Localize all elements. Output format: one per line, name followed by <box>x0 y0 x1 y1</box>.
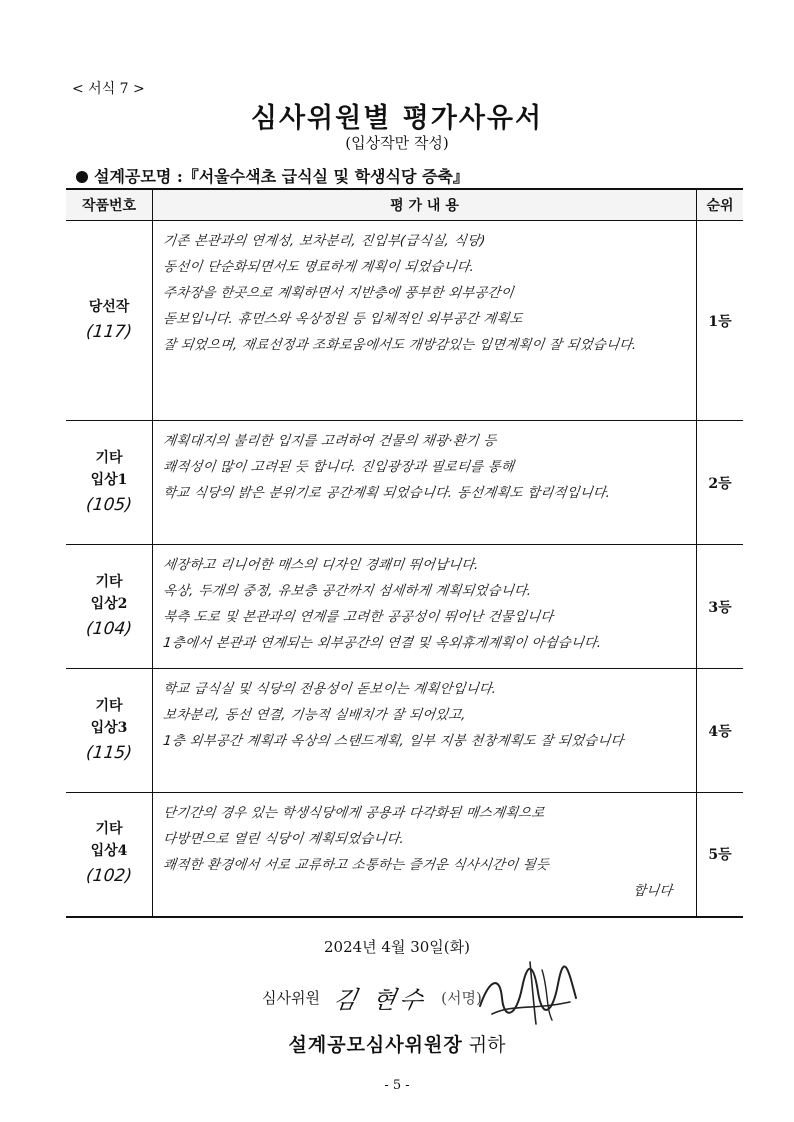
content-line: 돋보입니다. 휴먼스와 옥상정원 등 입체적인 외부공간 계획도 <box>162 312 524 327</box>
header-rank: 순위 <box>697 189 744 221</box>
content-line: 1층 외부공간 계획과 옥상의 스탠드계획, 일부 지붕 천창계획도 잘 되었습니다 <box>162 734 625 749</box>
addressee-name: 설계공모심사위원장 <box>288 1034 463 1056</box>
entry-content <box>153 421 697 545</box>
entry-label-line: 당선작 <box>88 298 130 315</box>
reviewer-line <box>262 980 482 1015</box>
entry-label-line: 입상2 <box>90 595 128 612</box>
page-title: 심사위원별 평가사유서 <box>250 103 544 134</box>
table-row <box>66 545 743 669</box>
entry-rank: 2등 <box>697 421 744 545</box>
content-line: 옥상, 두개의 중정, 유보층 공간까지 섬세하게 계획되었습니다. <box>162 584 533 599</box>
entry-label-line: 입상4 <box>90 843 128 860</box>
content-line: 학교 식당의 밝은 분위기로 공간계획 되었습니다. 동선계획도 합리적입니다. <box>162 486 612 501</box>
content-line: 1층에서 본관과 연계되는 외부공간의 연결 및 옥외휴게계획이 아쉽습니다. <box>162 636 603 651</box>
entry-label-line: 기타 <box>95 573 123 590</box>
table-row <box>66 793 743 917</box>
document-date: 2024년 4월 30일(화) <box>323 938 470 956</box>
project-name: 『서울수색초 급식실 및 학생식당 증축』 <box>182 167 469 186</box>
header-number: 작품번호 <box>66 189 153 221</box>
content-line: 다방면으로 열린 식당이 계획되었습니다. <box>162 832 406 847</box>
content-line: 잘 되었으며, 재료선정과 조화로움에서도 개방감있는 입면계획이 잘 되었습니다. <box>162 338 638 353</box>
signature-label: (서명) <box>441 989 482 1007</box>
content-line: 단기간의 경우 있는 학생식당에게 공용과 다각화된 매스계획으로 <box>162 806 546 821</box>
entry-content <box>153 221 697 421</box>
content-line: 학교 급식실 및 식당의 전용성이 돋보이는 계획안입니다. <box>162 682 498 697</box>
table-header-row <box>66 189 743 221</box>
content-line: 세장하고 리니어한 매스의 디자인 경쾌미 뛰어납니다. <box>162 558 480 573</box>
page-number: - 5 - <box>384 1078 410 1093</box>
entry-content <box>153 669 697 793</box>
content-line: 계획대지의 불리한 입지를 고려하여 건물의 채광·환기 등 <box>162 434 498 449</box>
addressee-line <box>0 1030 794 1057</box>
entry-number: (115) <box>85 742 133 763</box>
signature-scribble-icon <box>472 958 582 1028</box>
table-row <box>66 669 743 793</box>
reviewer-name: 김 현수 <box>331 986 430 1014</box>
entry-label-line: 기타 <box>95 697 123 714</box>
reviewer-label: 심사위원 <box>262 989 320 1007</box>
content-line: 합니다 <box>632 884 674 899</box>
content-line: 주차장을 한곳으로 계획하면서 지반층에 풍부한 외부공간이 <box>162 286 515 301</box>
entry-rank: 4등 <box>697 669 744 793</box>
form-number: < 서식 7 > <box>72 81 145 97</box>
content-line: 쾌적성이 많이 고려된 듯 합니다. 진입광장과 필로티를 통해 <box>162 460 515 475</box>
header-content: 평 가 내 용 <box>153 189 697 221</box>
entry-rank: 5등 <box>697 793 744 917</box>
page-subtitle: (입상작만 작성) <box>345 134 449 152</box>
entry-label-line: 입상1 <box>90 471 128 488</box>
entry-label <box>66 545 153 669</box>
bullet-icon <box>76 171 88 183</box>
content-line: 보차분리, 동선 연결, 기능적 실배치가 잘 되어있고, <box>162 708 467 723</box>
entry-number: (105) <box>85 494 133 515</box>
entry-number: (117) <box>85 321 133 342</box>
project-label: 설계공모명 : <box>94 167 183 186</box>
content-line: 북측 도로 및 본관과의 연계를 고려한 공공성이 뛰어난 건물입니다 <box>162 610 555 625</box>
entry-content <box>153 545 697 669</box>
entry-rank: 3등 <box>697 545 744 669</box>
content-line: 쾌적한 환경에서 서로 교류하고 소통하는 즐거운 식사시간이 될듯 <box>162 858 550 873</box>
content-line: 동선이 단순화되면서도 명료하게 계획이 되었습니다. <box>162 260 476 275</box>
evaluation-table <box>66 188 743 918</box>
entry-label-line: 기타 <box>95 449 123 466</box>
entry-label <box>66 793 153 917</box>
entry-number: (102) <box>85 866 133 887</box>
entry-content <box>153 793 697 917</box>
addressee-suffix: 귀하 <box>468 1034 506 1056</box>
content-line: 기존 본관과의 연계성, 보차분리, 진입부(급식실, 식당) <box>162 234 487 249</box>
entry-label-line: 입상3 <box>90 719 128 736</box>
entry-label <box>66 421 153 545</box>
entry-label <box>66 221 153 421</box>
entry-label <box>66 669 153 793</box>
entry-label-line: 기타 <box>95 821 123 838</box>
table-row <box>66 221 743 421</box>
entry-rank: 1등 <box>697 221 744 421</box>
table-row <box>66 421 743 545</box>
project-line <box>76 164 469 187</box>
entry-number: (104) <box>85 618 133 639</box>
